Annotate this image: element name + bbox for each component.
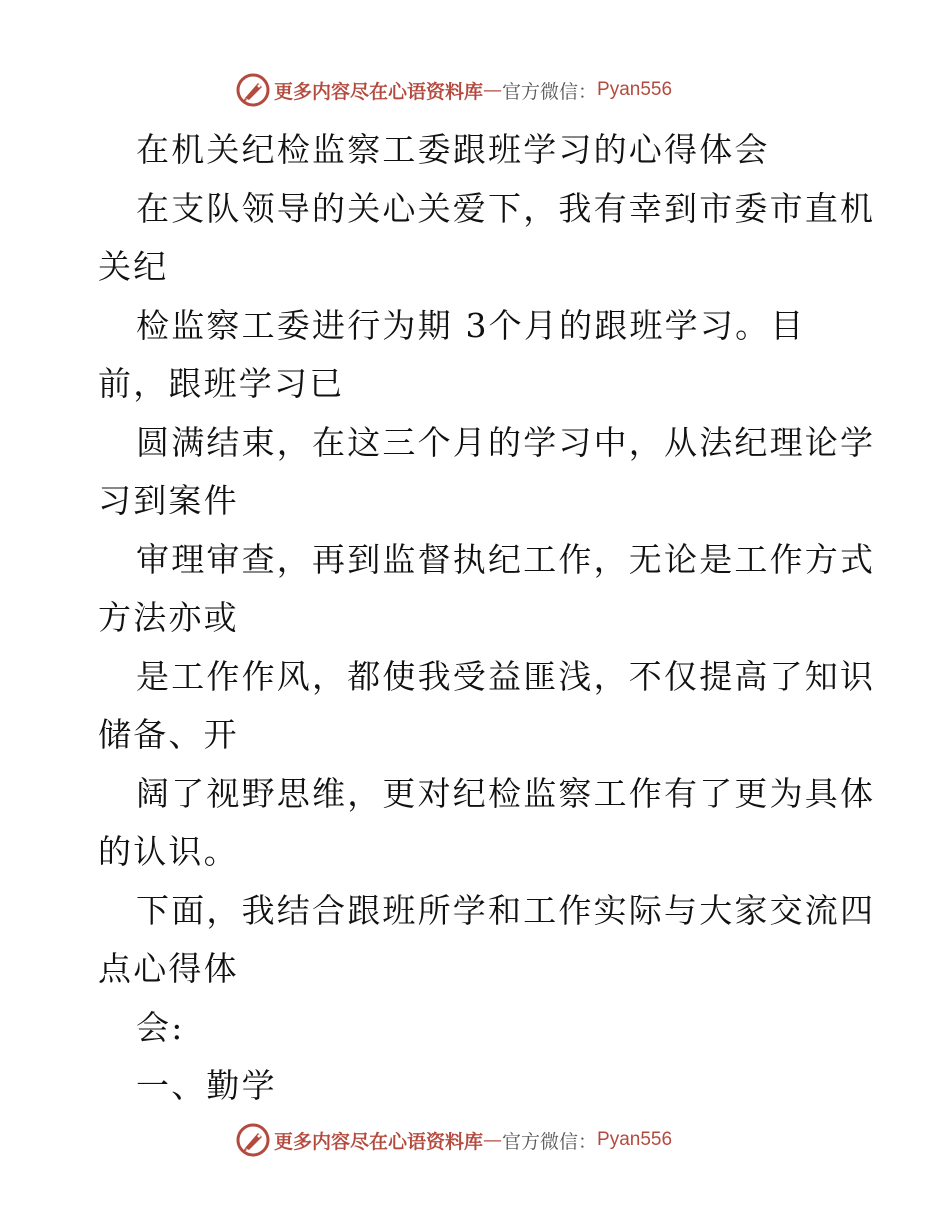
paragraph-line: 下面，我结合跟班所学和工作实际与大家交流四 <box>136 890 876 930</box>
banner-wechat-label: 官方微信： <box>502 80 598 103</box>
banner-dash: — <box>483 79 503 101</box>
paragraph-line: 检监察工委进行为期 3个月的跟班学习。目 <box>136 305 806 345</box>
banner-brand-text: 更多内容尽在心语资料库 <box>274 1130 484 1153</box>
banner-dash: — <box>483 1129 503 1151</box>
paragraph-line: 储备、开 <box>98 715 239 754</box>
pen-nib-logo-icon <box>236 1123 270 1157</box>
section-heading: 一、勤学 <box>136 1066 277 1105</box>
paragraph-line: 圆满结束，在这三个月的学习中，从法纪理论学 <box>136 422 876 462</box>
banner-wechat-label: 官方微信： <box>502 1130 598 1153</box>
paragraph-line: 在支队领导的关心关爱下，我有幸到市委市直机 <box>136 188 876 228</box>
paragraph-line: 关纪 <box>98 247 169 286</box>
footer-banner <box>236 1122 672 1158</box>
banner-wechat-id: Pyan556 <box>597 1129 673 1150</box>
header-banner <box>236 72 672 108</box>
paragraph-line: 点心得体 <box>98 949 239 988</box>
paragraph-line: 习到案件 <box>98 481 239 520</box>
paragraph-line: 的认识。 <box>98 832 239 871</box>
paragraph-line: 会: <box>136 1007 185 1047</box>
banner-wechat-id: Pyan556 <box>597 79 673 100</box>
banner-brand-text: 更多内容尽在心语资料库 <box>274 80 484 103</box>
paragraph-line: 阔了视野思维，更对纪检监察工作有了更为具体 <box>136 773 876 813</box>
document-body <box>98 121 876 1116</box>
paragraph-line: 方法亦或 <box>98 598 239 637</box>
paragraph-line: 审理审查，再到监督执纪工作，无论是工作方式 <box>136 539 876 579</box>
paragraph-line: 前，跟班学习已 <box>98 364 345 403</box>
paragraph-line: 是工作作风，都使我受益匪浅，不仅提高了知识 <box>136 656 876 696</box>
document-title: 在机关纪检监察工委跟班学习的心得体会 <box>136 130 770 169</box>
pen-nib-logo-icon <box>236 73 270 107</box>
